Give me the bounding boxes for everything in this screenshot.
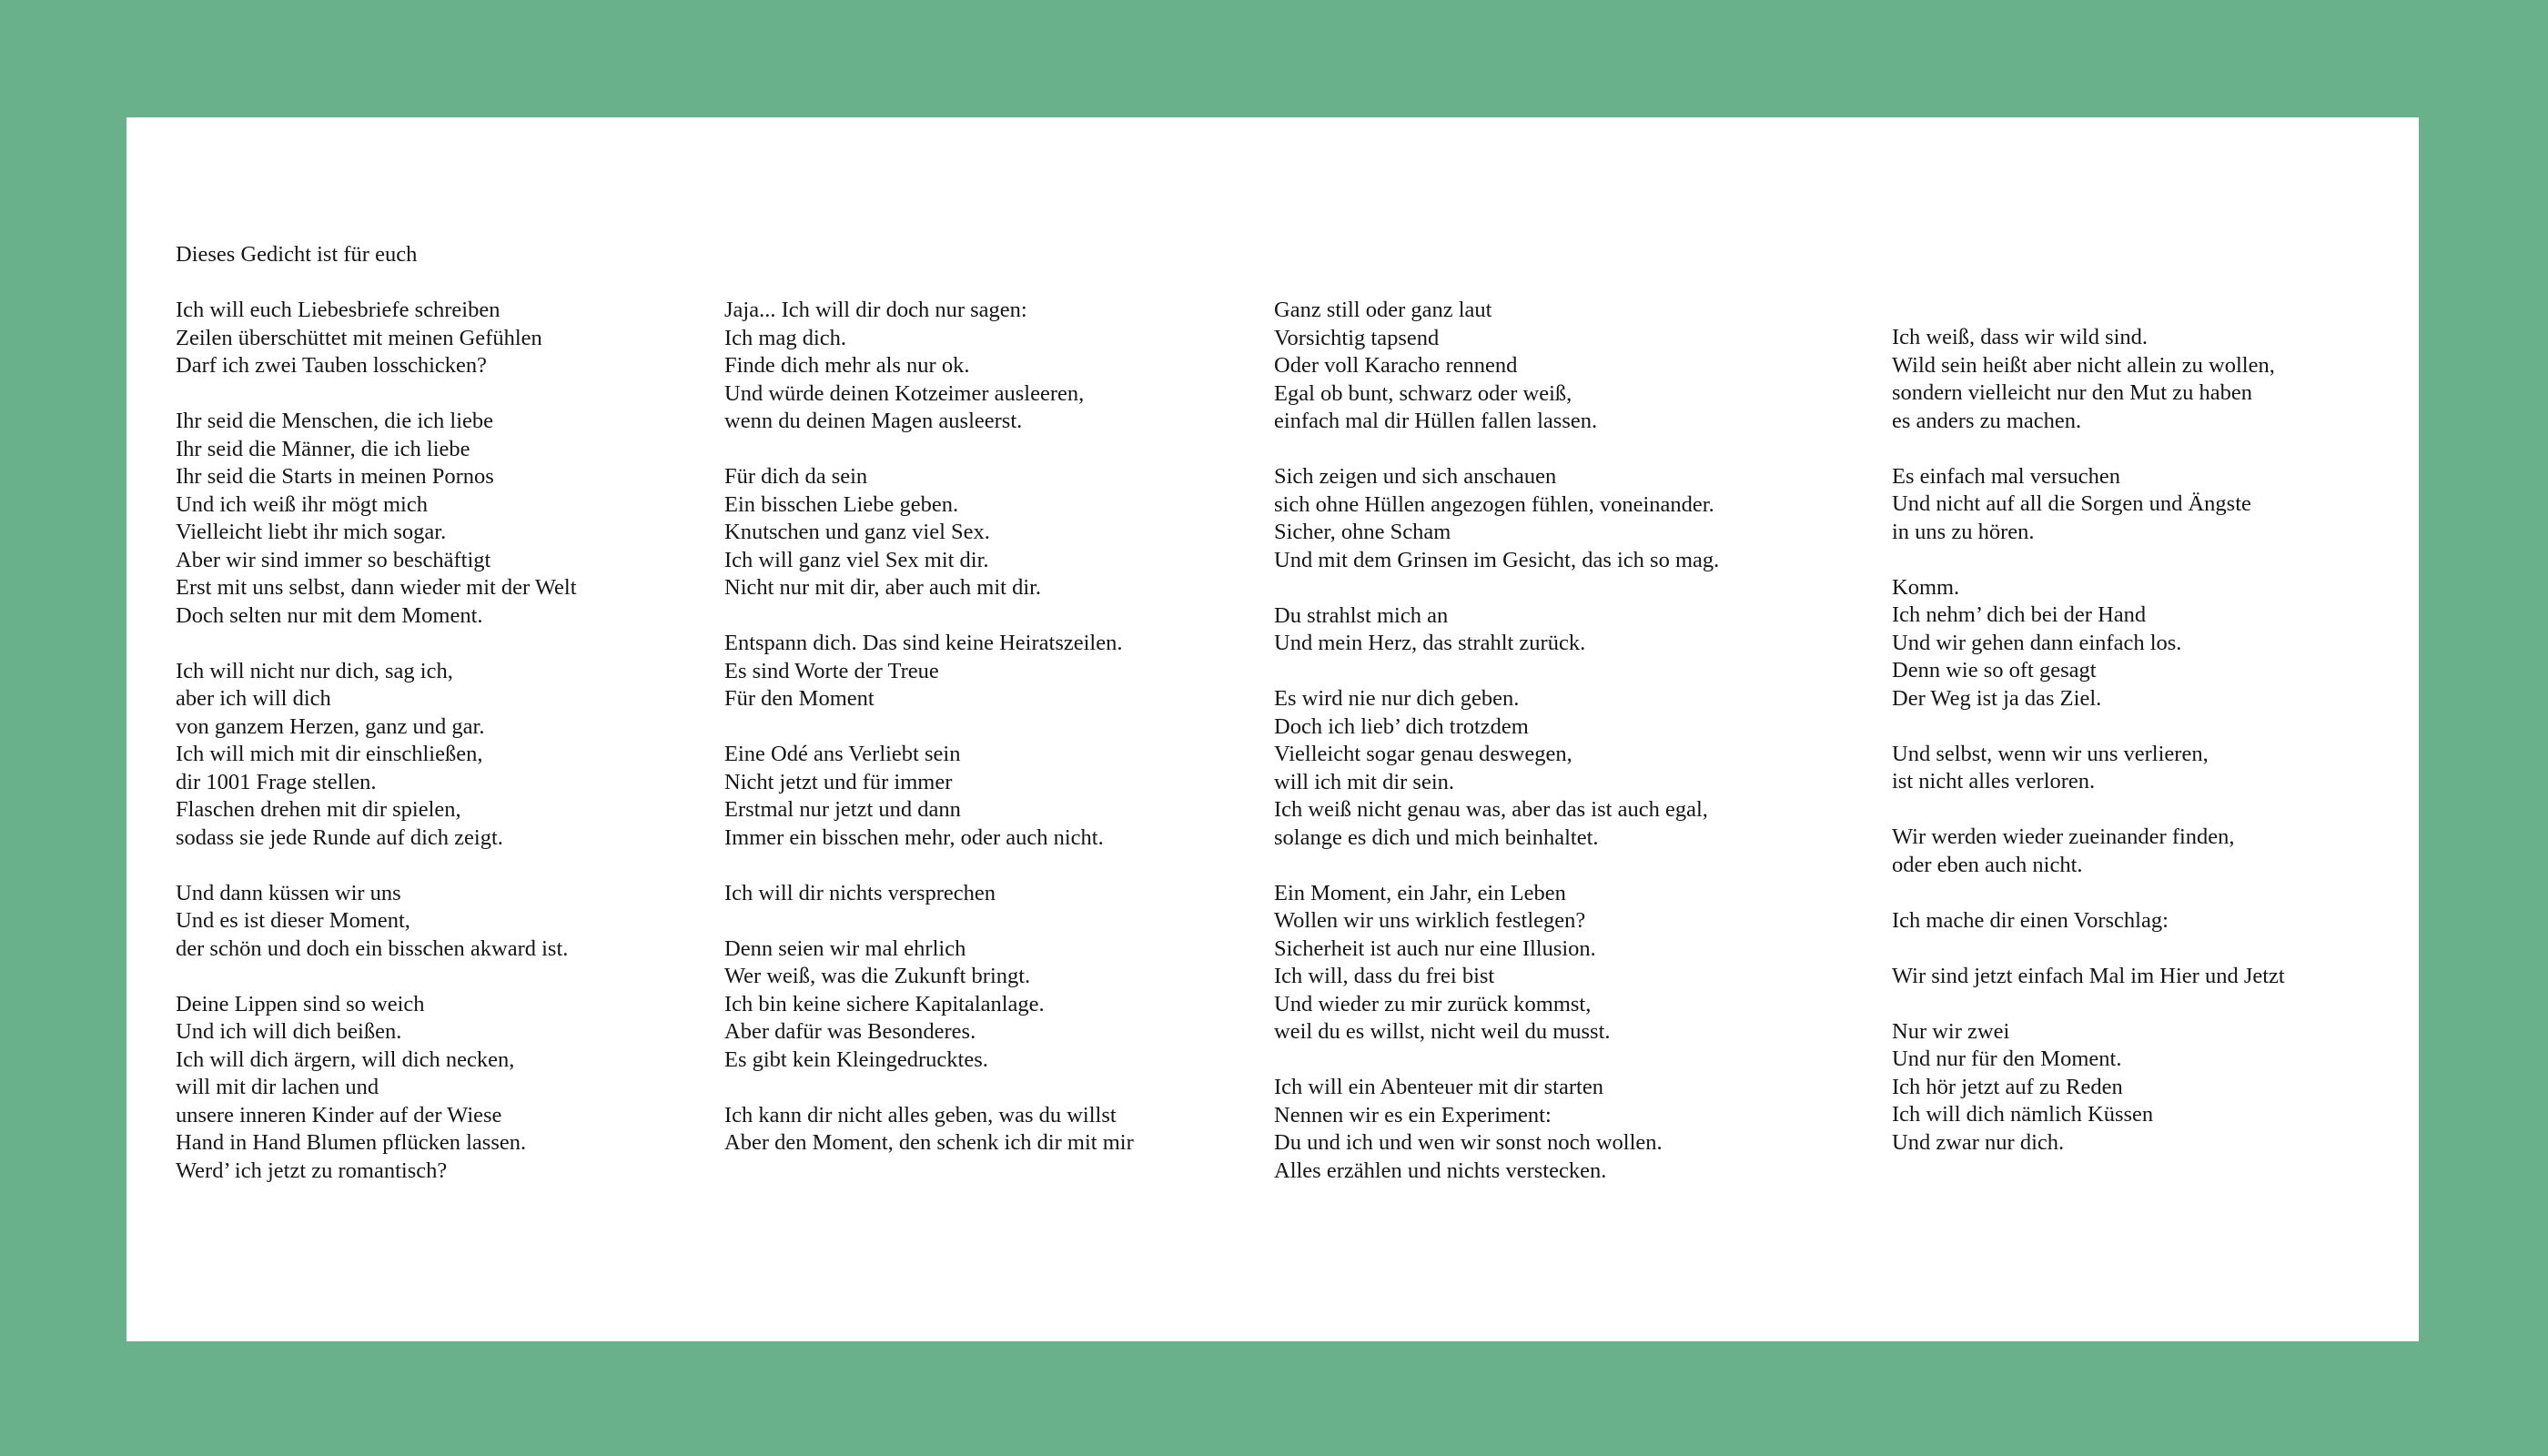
poem-column-4: Ich weiß, dass wir wild sind. Wild sein heißt aber nicht allein zu wollen, sondern vielleicht nur den Mut zu haben es anders zu machen. Es einfach mal versuchen Und nicht auf all die Sorgen und Ängste in uns zu hören. Komm. Ich nehm’ dich bei der Hand Und wir gehen dann einfach los. Denn wie so oft gesagt Der Weg ist ja das Ziel. Und selbst, wenn wir uns verlieren, ist nicht alles verloren. Wir werden wieder zueinander finden, oder eben auch nicht. Ich mache dir einen Vorschlag: Wir sind jetzt einfach Mal im Hier und Jetzt Nur wir zwei Und nur für den Moment. Ich hör jetzt auf zu Reden Ich will dich nämlich Küssen Und zwar nur dich.	[1892, 325, 2285, 1155]
poem-column-2: Jaja... Ich will dir doch nur sagen: Ich mag dich. Finde dich mehr als nur ok. Und würde deinen Kotzeimer ausleeren, wenn du deinen Magen ausleerst. Für dich da sein Ein bisschen Liebe geben. Knutschen und ganz viel Sex. Ich will ganz viel Sex mit dir. Nicht nur mit dir, aber auch mit dir. Entspann dich. Das sind keine Heiratszeilen. Es sind Worte der Treue Für den Moment Eine Odé ans Verliebt sein Nicht jetzt und für immer Erstmal nur jetzt und dann Immer ein bisschen mehr, oder auch nicht. Ich will dir nichts versprechen Denn seien wir mal ehrlich Wer weiß, was die Zukunft bringt. Ich bin keine sichere Kapitalanlage. Aber dafür was Besonderes. Es gibt kein Kleingedrucktes. Ich kann dir nicht alles geben, was du willst Aber den Moment, den schenk ich dir mit mir	[724, 298, 1134, 1155]
poem-column-3: Ganz still oder ganz laut Vorsichtig tapsend Oder voll Karacho rennend Egal ob bunt, schwarz oder weiß, einfach mal dir Hüllen fallen lassen. Sich zeigen und sich anschauen sich ohne Hüllen angezogen fühlen, voneinander. Sicher, ohne Scham Und mit dem Grinsen im Gesicht, das ich so mag. Du strahlst mich an Und mein Herz, das strahlt zurück. Es wird nie nur dich geben. Doch ich lieb’ dich trotzdem Vielleicht sogar genau deswegen, will ich mit dir sein. Ich weiß nicht genau was, aber das ist auch egal, solange es dich und mich beinhaltet. Ein Moment, ein Jahr, ein Leben Wollen wir uns wirklich festlegen? Sicherheit ist auch nur eine Illusion. Ich will, dass du frei bist Und wieder zu mir zurück kommst, weil du es willst, nicht weil du musst. Ich will ein Abenteuer mit dir starten Nennen wir es ein Experiment: Du und ich und wen wir sonst noch wollen. Alles erzählen und nichts verstecken.	[1274, 298, 1720, 1183]
poem-column-1: Ich will euch Liebesbriefe schreiben Zeilen überschüttet mit meinen Gefühlen Darf ich zwei Tauben losschicken? Ihr seid die Menschen, die ich liebe Ihr seid die Männer, die ich liebe Ihr seid die Starts in meinen Pornos Und ich weiß ihr mögt mich Vielleicht liebt ihr mich sogar. Aber wir sind immer so beschäftigt Erst mit uns selbst, dann wieder mit der Welt Doch selten nur mit dem Moment. Ich will nicht nur dich, sag ich, aber ich will dich von ganzem Herzen, ganz und gar. Ich will mich mit dir einschließen, dir 1001 Frage stellen. Flaschen drehen mit dir spielen, sodass sie jede Runde auf dich zeigt. Und dann küssen wir uns Und es ist dieser Moment, der schön und doch ein bisschen akward ist. Deine Lippen sind so weich Und ich will dich beißen. Ich will dich ärgern, will dich necken, will mit dir lachen und unsere inneren Kinder auf der Wiese Hand in Hand Blumen pflücken lassen. Werd’ ich jetzt zu romantisch?	[176, 298, 577, 1183]
poem-page	[126, 117, 2419, 1341]
poem-title: Dieses Gedicht ist für euch	[176, 242, 418, 267]
